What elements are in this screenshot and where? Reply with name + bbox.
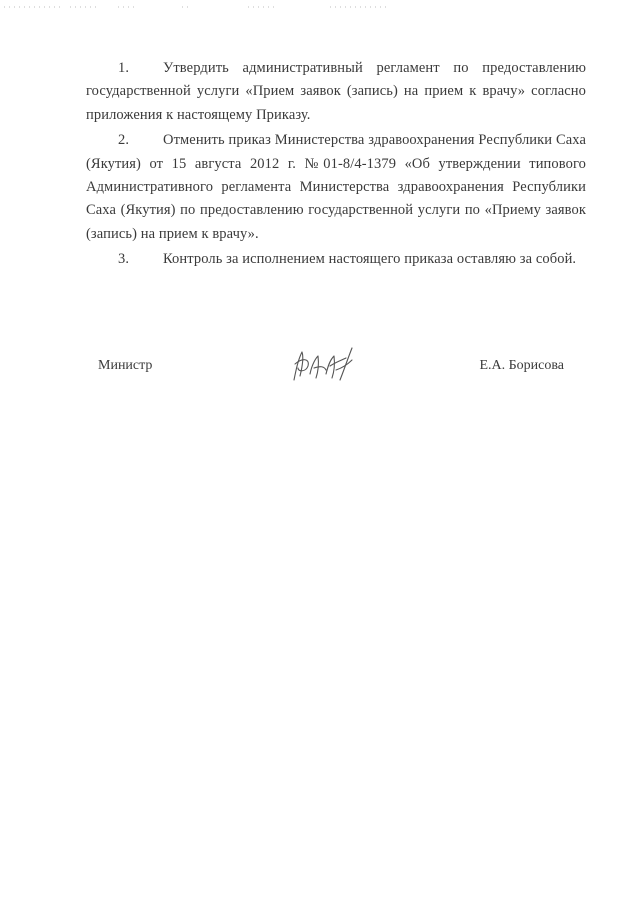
item-number: 3.: [118, 251, 130, 268]
signatory-position: Министр: [98, 358, 153, 373]
item-number: 2.: [118, 132, 130, 149]
order-item-3: [86, 248, 586, 271]
item-text: Утвердить административный регламент по предоставлению государственной услуги «Прием заявок (запись) на прием к врачу» согласно приложения к настоящему Приказу.: [86, 60, 586, 123]
handwritten-signature: [286, 344, 366, 384]
order-item-1: [86, 57, 586, 127]
signature-block: [98, 350, 568, 390]
item-text: Отменить приказ Министерства здравоохранения Республики Саха (Якутия) от 15 августа 2012 г. №01-8/4-1379 «Об утверждении типового Административного регламента Министерства здравоохранения Республики Саха (Якутия) по предоставлению государственной услуги по «Приему заявок (запись) на прием к врачу».: [86, 132, 586, 242]
item-text: Контроль за исполнением настоящего приказа оставляю за собой.: [163, 251, 577, 268]
order-items-list: [86, 57, 586, 274]
order-item-2: [86, 129, 586, 246]
scan-header-artifact: [0, 4, 640, 10]
item-number: 1.: [118, 60, 130, 76]
signatory-name: Е.А. Борисова: [479, 358, 564, 373]
